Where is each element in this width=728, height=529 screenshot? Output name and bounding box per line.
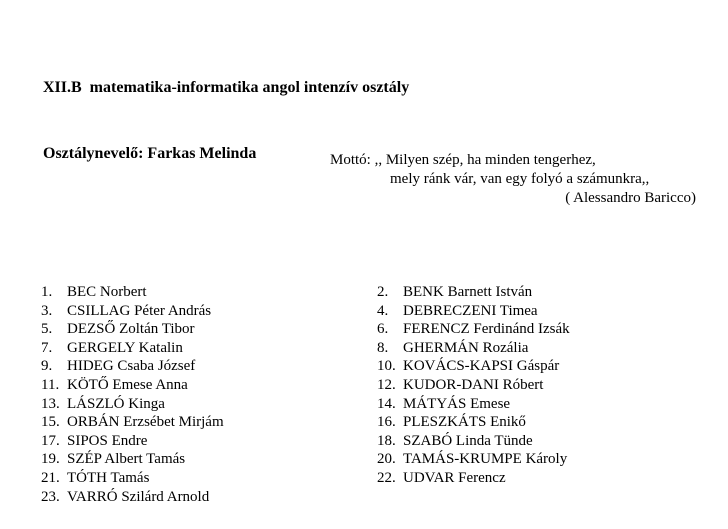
list-item [41, 432, 224, 451]
student-number: 8. [377, 339, 389, 356]
list-item [377, 302, 570, 321]
list-item [41, 339, 224, 358]
student-name: FERENCZ Ferdinánd Izsák [403, 321, 570, 338]
student-number: 2. [377, 284, 389, 300]
student-number: 17. [41, 432, 60, 449]
student-name: LÁSZLÓ Kinga [67, 395, 165, 412]
class-title: XII.B matematika-informatika angol intenzív osztály [43, 79, 410, 96]
student-number: 3. [41, 302, 53, 319]
list-item [41, 413, 224, 432]
student-number: 11. [41, 376, 60, 393]
list-item [377, 413, 570, 432]
student-name: KOVÁCS-KAPSI Gáspár [403, 358, 560, 375]
student-name: CSILLAG Péter András [67, 302, 212, 319]
list-item [41, 450, 224, 469]
list-item [377, 320, 570, 339]
student-number: 19. [41, 451, 60, 468]
student-name: MÁTYÁS Emese [403, 395, 511, 412]
list-item [41, 320, 224, 339]
motto-block [330, 151, 696, 208]
list-item [41, 488, 224, 507]
list-item [377, 357, 570, 376]
student-name: HIDEG Csaba József [67, 358, 196, 375]
student-name: KÖTŐ Emese Anna [67, 376, 188, 393]
list-item [41, 357, 224, 376]
student-name: SZÉP Albert Tamás [67, 451, 186, 468]
motto-line-2: mely ránk vár, van egy folyó a számunkra,, [390, 171, 650, 187]
student-number: 12. [377, 376, 396, 393]
student-list-left-column [41, 283, 224, 506]
motto-attribution: ( Alessandro Baricco) [565, 190, 696, 206]
student-name: DEBRECZENI Timea [403, 302, 538, 319]
student-number: 23. [41, 488, 60, 505]
student-number: 5. [41, 321, 53, 338]
student-name: TÓTH Tamás [67, 469, 150, 486]
student-number: 1. [41, 284, 53, 300]
student-name: ORBÁN Erzsébet Mirjám [67, 414, 224, 431]
student-number: 16. [377, 414, 396, 431]
list-item [41, 283, 224, 302]
student-name: BENK Barnett István [403, 284, 533, 300]
student-name: GERGELY Katalin [67, 339, 183, 356]
student-name: DEZSŐ Zoltán Tibor [67, 321, 195, 338]
student-number: 6. [377, 321, 389, 338]
student-number: 10. [377, 358, 396, 375]
list-item [41, 395, 224, 414]
motto-line-1: Mottó: ,, Milyen szép, ha minden tengerhez, [330, 152, 596, 168]
student-number: 15. [41, 414, 60, 431]
list-item [377, 283, 570, 302]
student-name: GHERMÁN Rozália [403, 339, 529, 356]
student-name: SZABÓ Linda Tünde [403, 432, 533, 449]
list-item [377, 339, 570, 358]
list-item [41, 469, 224, 488]
student-number: 21. [41, 469, 60, 486]
student-list-right-column [377, 283, 570, 488]
list-item [377, 450, 570, 469]
list-item [41, 376, 224, 395]
student-number: 14. [377, 395, 396, 412]
student-name: BEC Norbert [67, 284, 147, 300]
student-number: 22. [377, 469, 396, 486]
student-number: 20. [377, 451, 396, 468]
student-number: 4. [377, 302, 389, 319]
student-name: KUDOR-DANI Róbert [403, 376, 544, 393]
student-name: VARRÓ Szilárd Arnold [67, 488, 210, 505]
list-item [377, 469, 570, 488]
student-name: UDVAR Ferencz [403, 469, 506, 486]
student-name: TAMÁS-KRUMPE Károly [403, 451, 568, 468]
student-name: PLESZKÁTS Enikő [403, 414, 526, 431]
teacher-line: Osztálynevelő: Farkas Melinda [43, 145, 257, 162]
list-item [377, 376, 570, 395]
list-item [377, 432, 570, 451]
list-item [377, 395, 570, 414]
student-name: SIPOS Endre [67, 432, 148, 449]
student-number: 18. [377, 432, 396, 449]
student-number: 13. [41, 395, 60, 412]
student-number: 9. [41, 358, 53, 375]
list-item [41, 302, 224, 321]
student-number: 7. [41, 339, 53, 356]
